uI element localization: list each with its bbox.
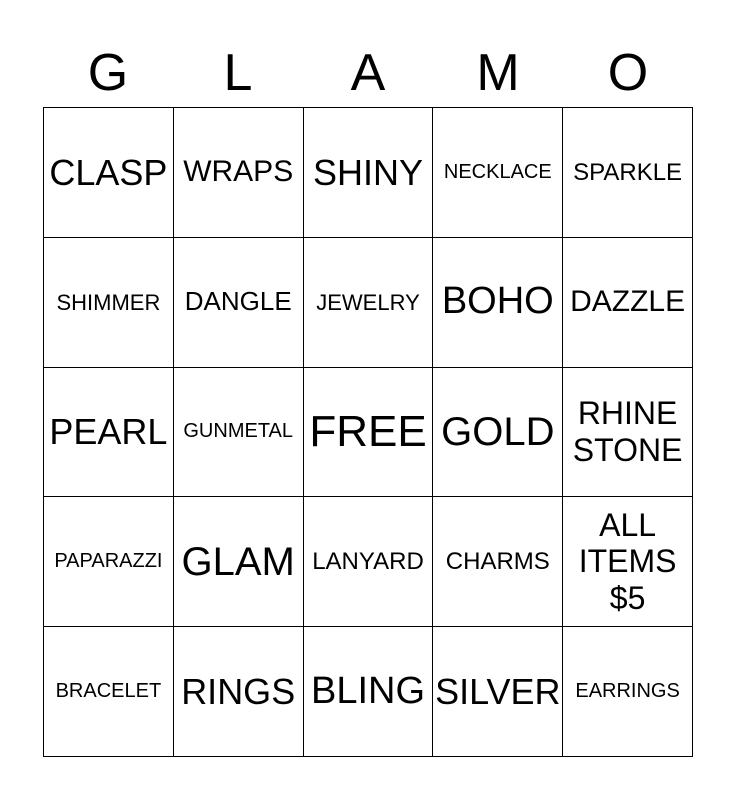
bingo-cell[interactable] [304, 238, 434, 368]
header-letter-g: G [87, 44, 129, 102]
bingo-cell[interactable] [304, 108, 434, 238]
cell-label: JEWELRY [316, 289, 420, 315]
cell-label: RINGS [181, 670, 296, 712]
bingo-cell[interactable] [304, 627, 434, 757]
bingo-cell[interactable] [563, 627, 693, 757]
bingo-cell[interactable] [433, 108, 563, 238]
cell-label: DAZZLE [570, 284, 686, 318]
cell-label: BOHO [441, 280, 554, 323]
header-letter-o: O [607, 44, 649, 102]
cell-label: SHIMMER [56, 289, 161, 315]
cell-label: BLING [310, 669, 426, 712]
cell-label: PEARL [49, 411, 168, 453]
bingo-cell[interactable] [563, 238, 693, 368]
bingo-header [43, 40, 693, 106]
bingo-cell[interactable] [563, 368, 693, 498]
bingo-cell[interactable] [433, 368, 563, 498]
cell-label: ALL ITEMS $5 [578, 506, 677, 617]
bingo-cell[interactable] [174, 627, 304, 757]
bingo-cell[interactable] [174, 108, 304, 238]
bingo-cell[interactable] [304, 368, 434, 498]
bingo-cell[interactable] [174, 238, 304, 368]
cell-label: CLASP [49, 151, 168, 193]
cell-label: SHINY [312, 151, 423, 193]
bingo-cell[interactable] [174, 497, 304, 627]
header-letter-a: A [350, 44, 386, 102]
bingo-cell[interactable] [44, 368, 174, 498]
bingo-cell[interactable] [174, 368, 304, 498]
header-letter-m: M [476, 44, 520, 102]
header-letter-l: L [223, 44, 253, 102]
bingo-cell[interactable] [304, 497, 434, 627]
cell-label: EARRINGS [575, 680, 680, 703]
cell-label: WRAPS [183, 155, 294, 189]
cell-label: GUNMETAL [183, 420, 294, 443]
cell-label: LANYARD [312, 547, 424, 575]
cell-label: DANGLE [184, 286, 292, 317]
cell-label: CHARMS [445, 547, 550, 575]
bingo-cell[interactable] [433, 238, 563, 368]
cell-label: FREE [309, 406, 427, 456]
cell-label: SPARKLE [573, 158, 683, 186]
cell-label: SILVER [435, 670, 561, 712]
bingo-cell[interactable] [44, 238, 174, 368]
bingo-cell[interactable] [433, 627, 563, 757]
bingo-cell[interactable] [44, 108, 174, 238]
cell-label: PAPARAZZI [54, 550, 163, 573]
bingo-cell[interactable] [433, 497, 563, 627]
cell-label: RHINE STONE [572, 395, 683, 468]
cell-label: NECKLACE [443, 160, 552, 183]
bingo-cell[interactable] [563, 497, 693, 627]
bingo-grid [43, 107, 693, 757]
cell-label: BRACELET [55, 680, 162, 703]
cell-label: GLAM [181, 539, 295, 584]
bingo-cell[interactable] [44, 627, 174, 757]
bingo-cell[interactable] [563, 108, 693, 238]
cell-label: GOLD [441, 409, 555, 454]
bingo-cell[interactable] [44, 497, 174, 627]
